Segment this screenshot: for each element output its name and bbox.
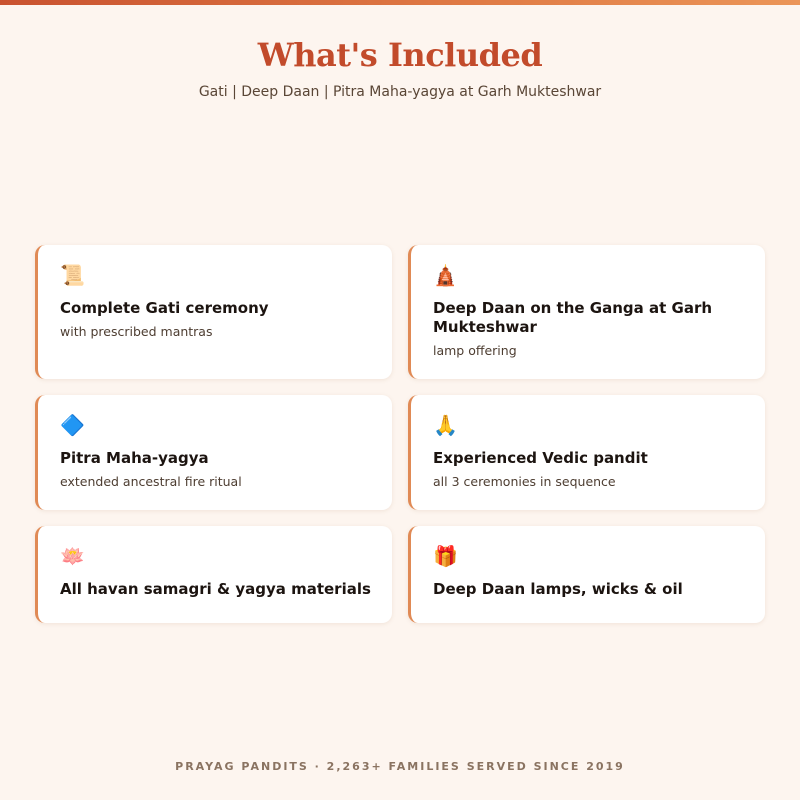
scroll-icon: 📜 <box>60 263 85 287</box>
gift-icon: 🎁 <box>433 544 458 568</box>
included-card-gati <box>35 245 392 379</box>
folded-hands-icon: 🙏 <box>433 413 458 437</box>
card-description: extended ancestral fire ritual <box>60 474 242 489</box>
blue-diamond-icon: 🔷 <box>60 413 85 437</box>
card-title: Deep Daan lamps, wicks & oil <box>433 580 683 598</box>
card-description: lamp offering <box>433 343 517 358</box>
card-title: Pitra Maha-yagya <box>60 449 209 467</box>
card-title: All havan samagri & yagya materials <box>60 580 371 598</box>
included-card-pitra-maha-yagya <box>35 395 392 510</box>
page-subtitle: Gati | Deep Daan | Pitra Maha-yagya at Garh Mukteshwar <box>198 84 602 100</box>
included-card-havan-samagri <box>35 526 392 623</box>
card-title: Complete Gati ceremony <box>60 299 269 317</box>
footer-tagline: PRAYAG PANDITS · 2,263+ FAMILIES SERVED SINCE 2019 <box>175 760 625 773</box>
card-title: Deep Daan on the Ganga at Garh Mukteshwar <box>433 299 713 336</box>
card-title: Experienced Vedic pandit <box>433 449 648 467</box>
top-accent-bar <box>0 0 800 5</box>
included-card-vedic-pandit <box>408 395 765 510</box>
temple-icon: 🛕 <box>433 263 458 287</box>
included-card-lamps <box>408 526 765 623</box>
card-description: all 3 ceremonies in sequence <box>433 474 616 489</box>
card-description: with prescribed mantras <box>60 324 213 339</box>
included-card-deep-daan <box>408 245 765 379</box>
page-title: What's Included <box>257 36 543 74</box>
lotus-icon: 🪷 <box>60 544 85 568</box>
